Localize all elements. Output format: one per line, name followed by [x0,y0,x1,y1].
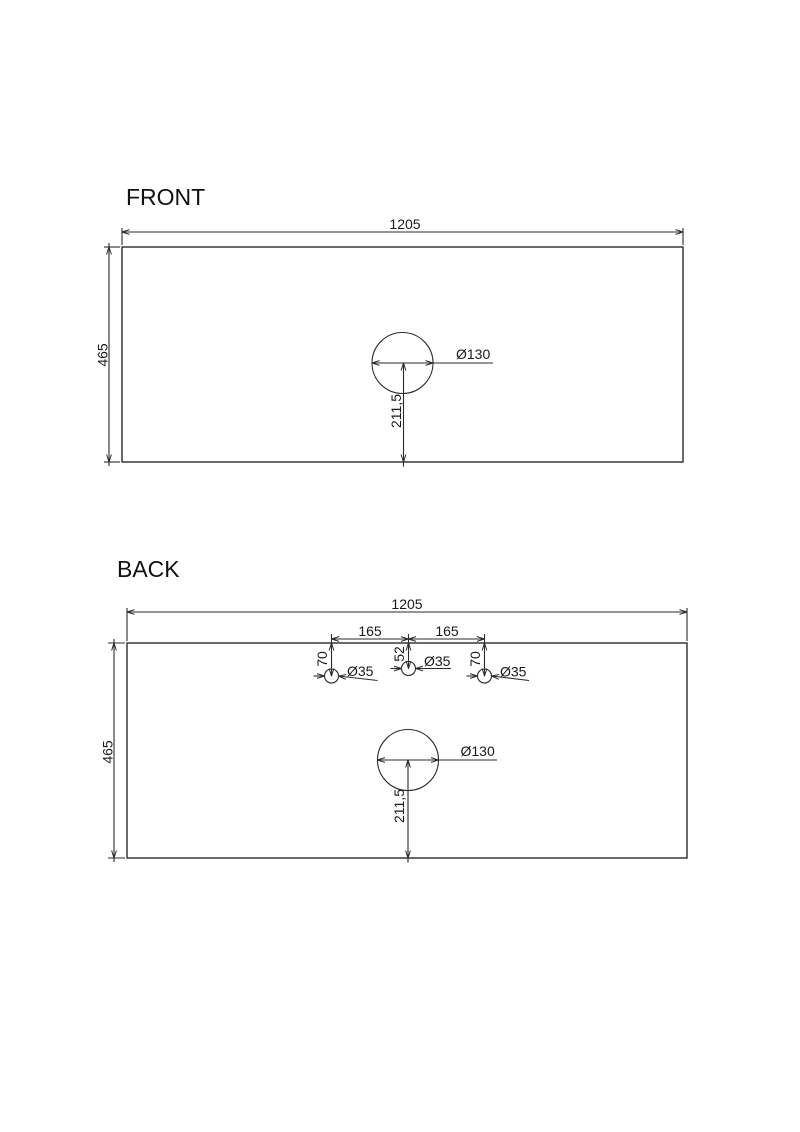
tap-right-diameter-value: Ø35 [500,663,527,680]
back-height-dimension-value: 465 [99,740,116,764]
back-width-dimension [127,596,687,641]
tap-spacing-right-value: 165 [435,623,459,639]
tap-right-offset-value: 70 [467,651,483,667]
tap-hole-left [314,634,378,683]
tap-left-diameter-value: Ø35 [347,663,374,679]
tap-hole-center [391,634,452,676]
tap-center-offset-value: 52 [391,646,407,662]
back-basin-offset-value: 211,5 [391,789,407,823]
front-basin-offset-dimension [388,363,404,467]
back-basin-offset-dimension [391,760,408,863]
tap-left-offset-value: 70 [314,651,330,667]
front-height-dimension [95,243,121,466]
front-panel-outline [122,247,683,462]
tap-hole-right [467,634,530,683]
back-width-dimension-value: 1205 [391,596,423,612]
back-view [100,556,688,863]
front-height-dimension-value: 465 [94,343,111,367]
front-view [95,184,684,467]
front-basin-diameter-value: Ø130 [456,346,491,362]
tap-spacing-left-value: 165 [358,623,382,639]
back-height-dimension [100,639,126,862]
front-width-dimension-value: 1205 [389,216,421,232]
front-view-label: FRONT [126,184,206,210]
front-basin-offset-value: 211,5 [388,394,404,428]
tap-center-diameter-value: Ø35 [424,653,451,669]
back-view-label: BACK [117,556,180,582]
back-basin-diameter-value: Ø130 [460,743,495,759]
front-width-dimension [122,216,683,245]
